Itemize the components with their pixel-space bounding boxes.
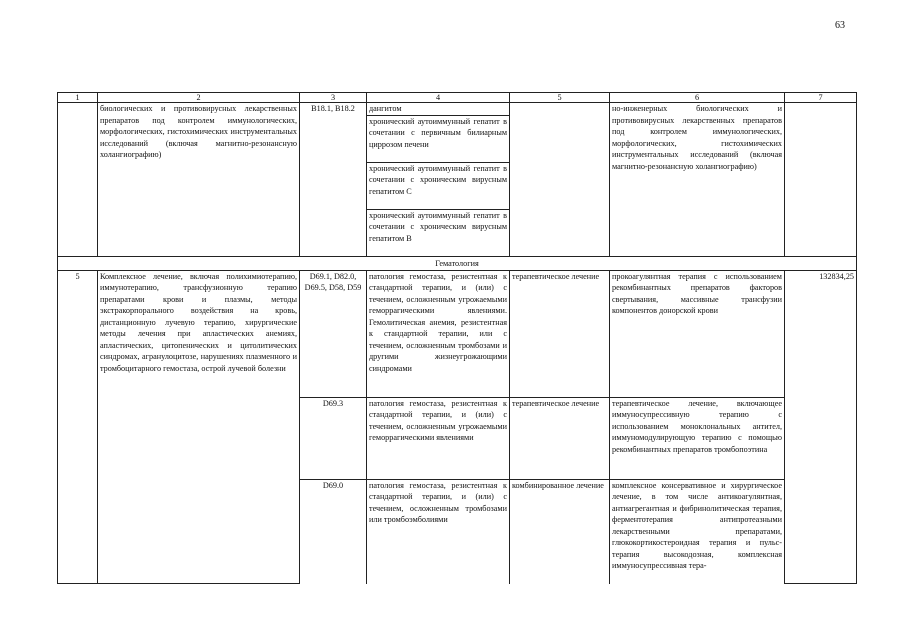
table-row	[58, 103, 857, 116]
column-number: 1	[58, 93, 98, 103]
cell-condition: патология гемостаза, резистентная к стандартной терапии, и (или) с течением, осложненным угрожаемыми геморрагическими явлениями	[367, 397, 510, 479]
cell-care-type: Комплексное лечение, включая полихимиотерапию, иммунотерапию, трансфузионную терапию препаратами крови и плазмы, методы экстракорпорального воздействия на кровь, дистанционную лучевую терапию, хирургические методы лечения при апластических анемиях, апластических, цитопенических и цитолитических синдромах, агранулоцитозе, нарушениях плазменного и тромбоцитарного гемостаза, острой лучевой болезни	[98, 270, 300, 584]
cell-icd-codes: D69.0	[300, 479, 367, 584]
cell-method: но-инженерных биологических и противовирусных лекарственных препаратов под контролем иммунологических, морфологических, гистохимических инструментальных исследований (включая магнитно-резонансную холангиографию)	[610, 103, 785, 257]
column-number: 6	[610, 93, 785, 103]
cell-number	[58, 103, 98, 257]
column-number: 5	[510, 93, 610, 103]
cell-icd-codes: D69.3	[300, 397, 367, 479]
cell-method: комплексное консервативное и хирургическое лечение, в том числе антикоагулянтная, антиагрегантная и фибринолитическая терапия, ферментотерапия антипротеазными лекарственными препаратами, глюкокортикостероидная терапия и пульс-терапия высокодозная, комплексная иммуносупрессивная тера-	[610, 479, 785, 584]
cell-price: 132834,25	[785, 270, 857, 584]
cell-condition: патология гемостаза, резистентная к стандартной терапии, и (или) с течением, осложненным угрожаемыми геморрагическими явлениями. Гемолитическая анемия, резистентная к стандартной терапии, или с течением, осложненным тромбозами и другими жизнеугрожающими синдромами	[367, 270, 510, 397]
cell-number: 5	[58, 270, 98, 584]
column-number-row	[58, 93, 857, 103]
cell-condition: хронический аутоиммунный гепатит в сочетании с первичным билиарным циррозом печени	[367, 115, 510, 162]
cell-icd-codes: B18.1, B18.2	[300, 103, 367, 257]
section-title: Гематология	[58, 256, 857, 270]
column-number: 2	[98, 93, 300, 103]
cell-treatment: терапевтическое лечение	[510, 397, 610, 479]
cell-treatment: терапевтическое лечение	[510, 270, 610, 397]
medical-care-table	[57, 92, 857, 584]
cell-icd-codes: D69.1, D82.0, D69.5, D58, D59	[300, 270, 367, 397]
cell-condition: дангитом	[367, 103, 510, 116]
cell-condition: хронический аутоиммунный гепатит в сочетании с хроническим вирусным гепатитом C	[367, 162, 510, 209]
cell-condition: патология гемостаза, резистентная к стандартной терапии, и (или) с течением, осложненным тромбозами или тромбоэмболиями	[367, 479, 510, 584]
cell-method: прокоагулянтная терапия с использованием рекомбинантных препаратов факторов свертывания, массивные трансфузии компонентов донорской крови	[610, 270, 785, 397]
page-number: 63	[835, 20, 845, 31]
cell-method: терапевтическое лечение, включающее иммуносупрессивную терапию с использованием моноклональных антител, иммуномодулирующую терапию с помощью рекомбинантных препаратов тромбопоэтина	[610, 397, 785, 479]
table-row	[58, 270, 857, 397]
section-row	[58, 256, 857, 270]
cell-care-type: биологических и противовирусных лекарственных препаратов под контролем иммунологических, морфологических, гистохимических инструментальных исследований (включая магнитно-резонансную холангиографию)	[98, 103, 300, 257]
cell-treatment: комбинированное лечение	[510, 479, 610, 584]
cell-condition: хронический аутоиммунный гепатит в сочетании с хроническим вирусным гепатитом B	[367, 209, 510, 256]
column-number: 7	[785, 93, 857, 103]
column-number: 4	[367, 93, 510, 103]
cell-price	[785, 103, 857, 257]
column-number: 3	[300, 93, 367, 103]
cell-treatment	[510, 103, 610, 257]
